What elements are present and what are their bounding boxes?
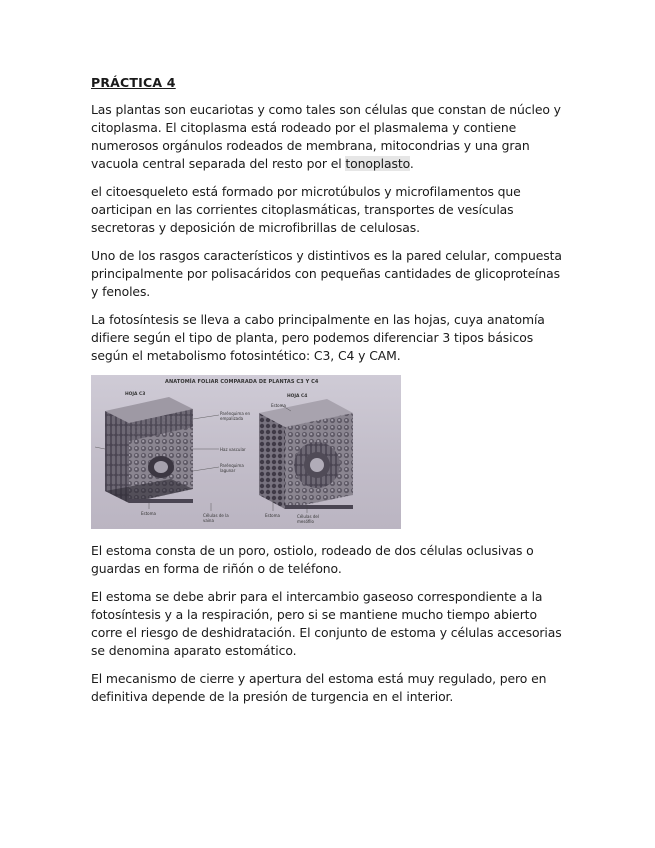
label-celulas-vaina: Células de la vaina [203, 513, 229, 523]
paragraph-intro-end: . [409, 156, 414, 171]
paragraph-intro [91, 101, 566, 173]
label-hoja-c3: HOJA C3 [125, 392, 146, 397]
label-celulas-mesofilo: Células del mesófilo [297, 514, 319, 524]
paragraph-stoma-structure: El estoma consta de un poro, ostiolo, rodeado de dos células oclusivas o guardas en forma de riñón o de teléfono. [91, 543, 534, 576]
highlighted-term: tonoplasto [345, 156, 410, 171]
paragraph-stoma-mechanism: El mecanismo de cierre y apertura del estoma está muy regulado, pero en definitiva depende de la presión de turgencia en el interior. [91, 671, 547, 704]
label-haz-vascular: Haz vascular [220, 447, 246, 452]
paragraph-cytoskeleton: el citoesqueleto está formado por microtúbulos y microfilamentos que oarticipan en las corrientes citoplasmáticas, transportes de vesículas secretoras y deposición de microfibrillas de celulosas. [91, 184, 521, 235]
paragraph-stoma-function: El estoma se debe abrir para el intercambio gaseoso correspondiente a la fotosíntesis y a la respiración, pero si se mantiene mucho tiempo abierto corre el riesgo de deshidratación. El conjunto de estoma y células accesorias se denomina aparato estomático. [91, 589, 562, 658]
leaf-anatomy-figure [91, 375, 401, 529]
paragraph-intro-text: Las plantas son eucariotas y como tales son células que constan de núcleo y citoplasma. El citoplasma está rodeado por el plasmalema y contiene numerosos orgánulos rodeados de membrana, mitocondrias y una gran vacuola central separada del resto por el [91, 102, 561, 171]
label-parenquima-empalizada: Parénquima en empalizada [220, 411, 251, 421]
c4-leaf-block [259, 399, 353, 509]
label-estoma-left: Estoma [141, 511, 156, 516]
page-title: PRÁCTICA 4 [91, 75, 176, 90]
label-parenquima-lagunar: Parénquima lagunar [220, 463, 244, 473]
label-hoja-c4: HOJA C4 [287, 394, 308, 399]
figure-title: ANATOMÍA FOLIAR COMPARADA DE PLANTAS C3 Y C4 [165, 379, 319, 385]
label-estoma-right-bottom: Estoma [265, 513, 280, 518]
document-page [91, 74, 566, 716]
label-estoma-right-top: Estoma [271, 403, 286, 408]
leaf-anatomy-illustration [91, 375, 401, 529]
paragraph-photosynthesis: La fotosíntesis se lleva a cabo principalmente en las hojas, cuya anatomía difiere según el tipo de planta, pero podemos diferenciar 3 tipos básicos según el metabolismo fotosintético: C3, C4 y CAM. [91, 312, 545, 363]
c3-leaf-block [105, 397, 193, 503]
paragraph-cell-wall: Uno de los rasgos característicos y distintivos es la pared celular, compuesta principalmente por polisacáridos con pequeñas cantidades de glicoproteínas y fenoles. [91, 248, 562, 299]
